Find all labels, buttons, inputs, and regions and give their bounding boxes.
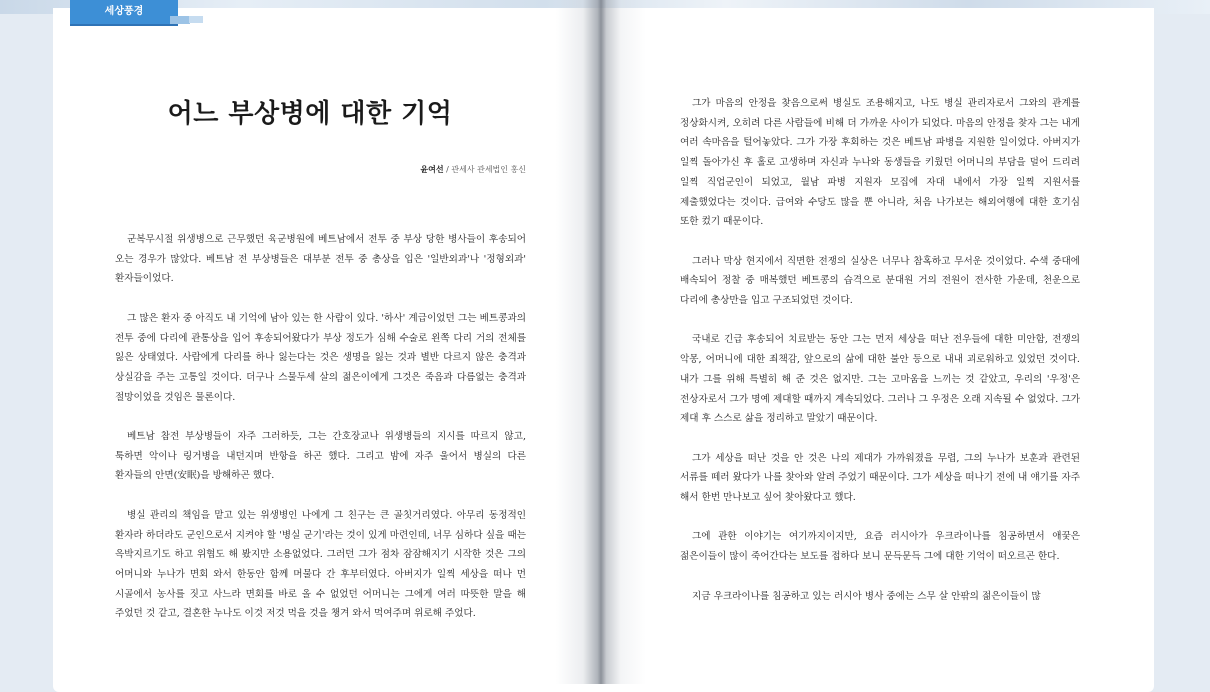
body-paragraph: 그가 세상을 떠난 것을 안 것은 나의 제대가 가까워졌을 무렵, 그의 누나가 보훈과 관련된 서류를 떼러 왔다가 나를 찾아와 알려 주었기 때문이다. 그가 세상을 떠나기 전에 내 얘기를 자주 해서 한번 만나보고 싶어 찾아왔다고 했다. bbox=[680, 452, 1080, 504]
body-paragraph: 지금 우크라이나를 침공하고 있는 러시아 병사 중에는 스무 살 안팎의 젊은이들이 많 bbox=[692, 590, 1041, 602]
body-paragraph: 그에 관한 이야기는 여기까지이지만, 요즘 러시아가 우크라이나를 침공하면서 애꿎은 젊은이들이 많이 죽어간다는 보도를 접하다 보니 문득문득 그에 대한 기억이 떠오르곤 한다. bbox=[680, 531, 1080, 563]
body-paragraph: 그가 마음의 안정을 찾음으로써 병실도 조용해지고, 나도 병실 관리자로서 그와의 관계를 정상화시켜, 오히려 다른 사람들에 비해 더 가까운 사이가 되었다. 마음의 안정을 찾자 그는 내게 여러 속마음을 털어놓았다. 그가 가장 후회하는 것은 베트남 파병을 지원한 일이었다. 아버지가 일찍 돌아가신 후 홀로 고생하며 자신과 누나와 동생들을 키웠던 어머니의 부담을 덜어 드리려 일찍 직업군인이 되었고, 월남 파병 지원자 모집에 자대 내에서 가장 일찍 지원서를 제출했었다는 것이다. 급여와 수당도 많을 뿐 아니라, 처음 나가보는 해외여행에 대한 호기심 또한 컸기 때문이다. bbox=[680, 98, 1080, 228]
body-paragraph: 국내로 긴급 후송되어 치료받는 동안 그는 먼저 세상을 떠난 전우들에 대한 미안함, 전쟁의 악몽, 어머니에 대한 죄책감, 앞으로의 삶에 대한 불안 등으로 내내 괴로워하고 있었던 것이다. 내가 그를 위해 특별히 해 준 것은 없지만. 그는 고마움을 느끼는 것 같았고, 우리의 '우정'은 전상자로서 그가 명예 제대할 때까지 계속되었다. 그러나 그 우정은 오래 지속될 수 없었다. 그가 제대 후 스스로 삶을 정리하고 말았기 때문이다. bbox=[680, 334, 1080, 425]
tab-accent-block bbox=[189, 16, 203, 23]
page-gutter-shadow bbox=[556, 0, 646, 684]
article-title: 어느 부상병에 대한 기억 bbox=[167, 99, 453, 129]
body-paragraph: 병실 관리의 책임을 맡고 있는 위생병인 나에게 그 친구는 큰 골칫거리였다. 아무리 동정적인 환자라 하더라도 군인으로서 지켜야 할 '병실 군기'라는 것이 있게 마련인데, 너무 심하다 싶을 때는 윽박지르기도 하고 위협도 해 봤지만 소용없었다. 그러던 그가 점차 잠잠해지기 시작한 것은 그의 어머니와 누나가 면회 와서 한동안 함께 머물다 간 후부터였다. 아버지가 일찍 세상을 떠나 먼 시골에서 농사를 짓고 사느라 면회를 바로 올 수 없었던 어머니는 그에게 여러 따뜻한 말을 해 주었던 것 같고, 결혼한 누나도 이것 저것 먹을 것을 챙겨 와서 먹여주며 위로해 주었다. bbox=[115, 509, 526, 620]
body-paragraph: 그 많은 환자 중 아직도 내 기억에 남아 있는 한 사람이 있다. '하사' 계급이었던 그는 베트콩과의 전투 중에 다리에 관통상을 입어 후송되어왔다가 부상 정도가 심해 수술로 왼쪽 다리 거의 전체를 잃은 상태였다. 사람에게 다리를 하나 잃는다는 것은 생명을 잃는 것과 별반 다르지 않은 충격과 상실감을 주는 고통일 것이다. 더구나 스물두세 살의 젊은이에게 그것은 죽음과 다름없는 충격과 절망이었을 것임은 물론이다. bbox=[115, 312, 526, 403]
section-tab bbox=[70, 0, 178, 26]
body-paragraph: 그러나 막상 현지에서 직면한 전쟁의 실상은 너무나 참혹하고 무서운 것이었다. 수색 중대에 배속되어 정찰 중 매복했던 베트콩의 습격으로 분대원 거의 전원이 전사한 가운데, 천운으로 다리에 총상만을 입고 구조되었던 것이다. bbox=[680, 255, 1080, 307]
body-paragraph: 군복무시절 위생병으로 근무했던 육군병원에 베트남에서 전투 중 부상 당한 병사들이 후송되어 오는 경우가 많았다. 베트남 전 부상병들은 대부분 전투 중 총상을 입은 '일반외과'나 '정형외과' 환자들이었다. bbox=[115, 234, 526, 285]
author-affiliation: / 관세사 관세법인 홍신 bbox=[443, 165, 526, 174]
right-column bbox=[680, 94, 1080, 626]
body-paragraph: 베트남 참전 부상병들이 자주 그러하듯, 그는 간호장교나 위생병들의 지시를 따르지 않고, 툭하면 악이나 링거병을 내던지며 반항을 하곤 했다. 그리고 밤에 자주 울어서 병실의 다른 환자들의 안면(安眠)을 방해하곤 했다. bbox=[115, 431, 526, 482]
byline bbox=[420, 164, 526, 175]
section-label: 세상풍경 bbox=[104, 6, 144, 17]
left-column bbox=[115, 230, 526, 644]
tab-accent-block bbox=[170, 16, 190, 24]
author-name: 윤여선 bbox=[420, 165, 444, 174]
